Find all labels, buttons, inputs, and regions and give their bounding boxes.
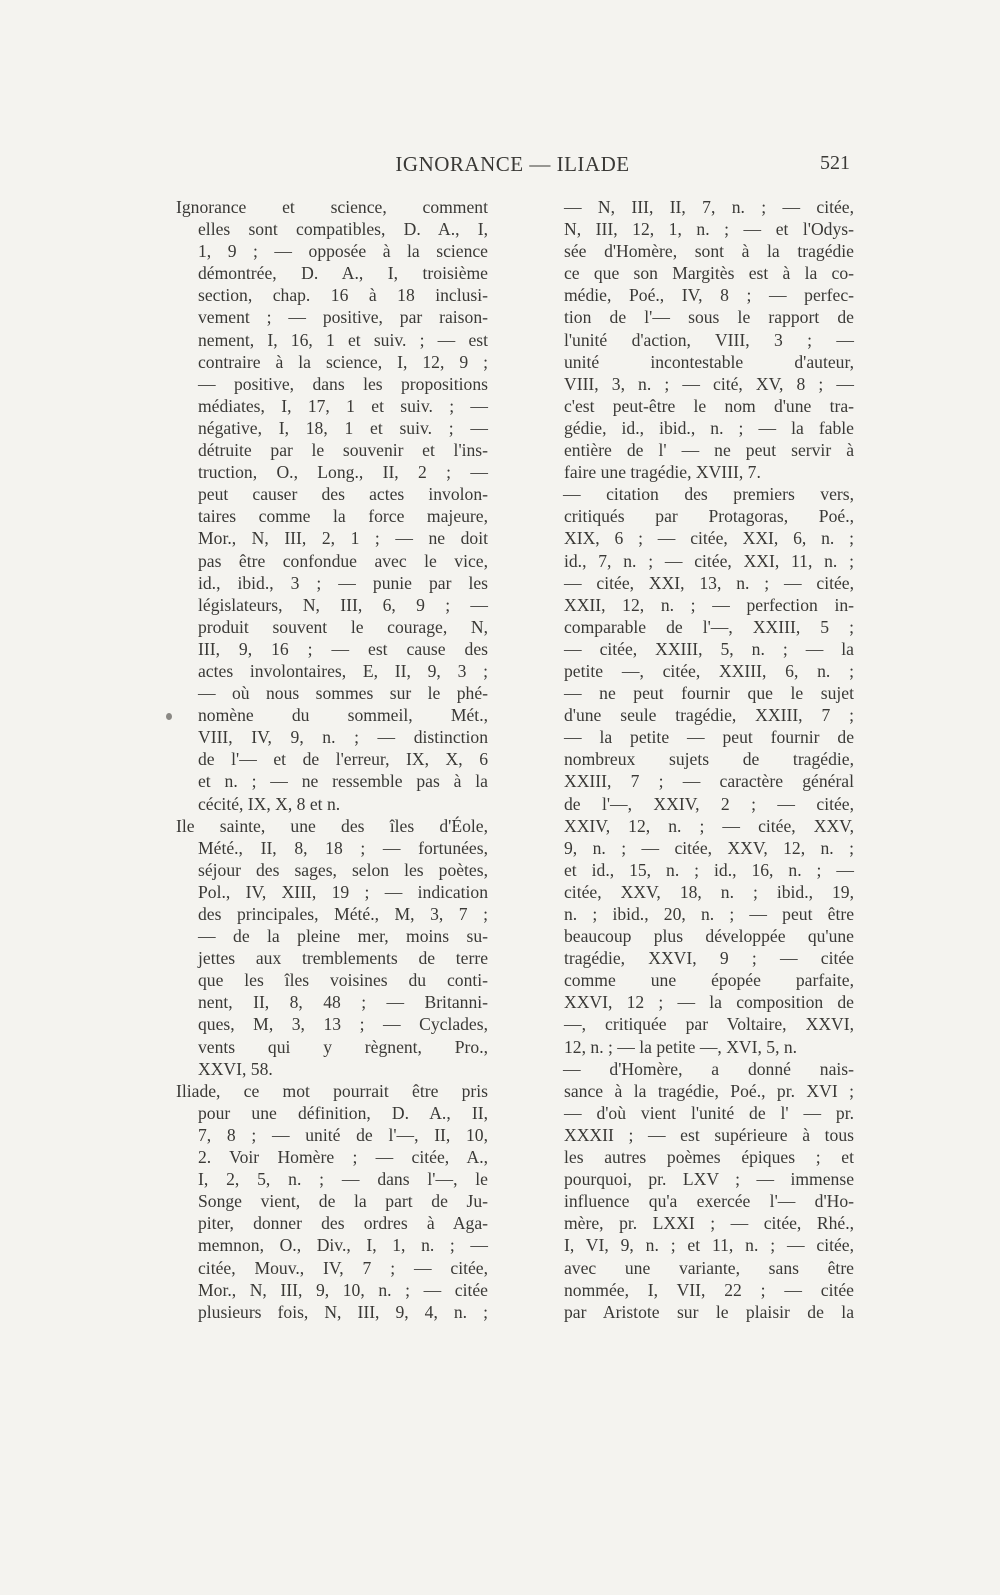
text-line: tragédie, XXVI, 9 ; — citée	[564, 948, 854, 969]
text-line: pourquoi, pr. LXV ; — immense	[564, 1169, 854, 1190]
text-line: influence qu'a exercée l'— d'Ho-	[564, 1191, 854, 1212]
text-line: l'unité d'action, VIII, 3 ; —	[564, 329, 854, 350]
text-line: 7, 8 ; — unité de l'—, II, 10,	[198, 1124, 488, 1145]
text-line: comme une épopée parfaite,	[564, 970, 854, 991]
text-line: Iliade, ce mot pourrait être pris	[176, 1080, 488, 1101]
running-title: IGNORANCE — ILIADE	[395, 152, 630, 176]
text-line: XIX, 6 ; — citée, XXI, 6, n. ;	[564, 528, 854, 549]
margin-mark	[166, 713, 172, 720]
text-line: 1, 9 ; — opposée à la science	[198, 241, 488, 262]
text-line: elles sont compatibles, D. A., I,	[198, 219, 488, 240]
text-line: XXVI, 58.	[198, 1058, 273, 1079]
text-line: produit souvent le courage, N,	[198, 616, 488, 637]
text-line: citée, Mouv., IV, 7 ; — citée,	[198, 1257, 488, 1278]
text-line: unité incontestable d'auteur,	[564, 351, 854, 372]
text-line: beaucoup plus développée qu'une	[564, 926, 854, 947]
text-line: les autres poèmes épiques ; et	[564, 1147, 854, 1168]
text-line: par Aristote sur le plaisir de la	[564, 1301, 854, 1322]
text-line: législateurs, N, III, 6, 9 ; —	[198, 594, 488, 615]
text-line: nombreux sujets de tragédie,	[564, 749, 854, 770]
text-line: N, III, 12, 1, n. ; — et l'Odys-	[564, 219, 854, 240]
text-line: séjour des sages, selon les poètes,	[198, 859, 488, 880]
text-line: tion de l'— sous le rapport de	[564, 307, 854, 328]
text-line: ce que son Margitès est à la co-	[564, 263, 854, 284]
text-line: taires comme la force majeure,	[198, 506, 488, 527]
text-line: de l'— et de l'erreur, IX, X, 6	[198, 749, 488, 770]
right-column	[542, 196, 854, 1323]
text-line: Mor., N, III, 9, 10, n. ; — citée	[198, 1279, 488, 1300]
page-number: 521	[820, 152, 850, 174]
text-line: faire une tragédie, XVIII, 7.	[564, 462, 761, 483]
text-line: piter, donner des ordres à Aga-	[198, 1213, 488, 1234]
text-line: sée d'Homère, sont à la tragédie	[564, 241, 854, 262]
text-line: Songe vient, de la part de Ju-	[198, 1191, 488, 1212]
text-line: XXIII, 7 ; — caractère général	[564, 771, 854, 792]
text-line: comparable de l'—, XXIII, 5 ;	[564, 616, 854, 637]
text-line: contraire à la science, I, 12, 9 ;	[198, 351, 488, 372]
text-line: — N, III, II, 7, n. ; — citée,	[564, 197, 854, 217]
text-line: gédie, id., ibid., n. ; — la fable	[564, 417, 854, 438]
text-line: memnon, O., Div., I, 1, n. ; —	[198, 1235, 488, 1256]
text-line: sance à la tragédie, Poé., pr. XVI ;	[564, 1080, 854, 1101]
text-line: III, 9, 16 ; — est cause des	[198, 638, 488, 659]
text-line: 2. Voir Homère ; — citée, A.,	[198, 1147, 488, 1168]
text-line: actes involontaires, E, II, 9, 3 ;	[198, 660, 488, 681]
text-line: vement ; — positive, par raison-	[198, 307, 488, 328]
text-line: n. ; ibid., 20, n. ; — peut être	[564, 904, 854, 924]
text-line: citée, XXV, 18, n. ; ibid., 19,	[564, 881, 854, 902]
running-header	[175, 148, 850, 182]
text-line: — ne peut fournir que le sujet	[564, 683, 854, 704]
text-line: Pol., IV, XIII, 19 ; — indication	[198, 881, 488, 902]
text-line: d'une seule tragédie, XXIII, 7 ;	[564, 705, 854, 726]
text-line: — citée, XXIII, 5, n. ; — la	[564, 638, 854, 659]
text-line: VIII, IV, 9, n. ; — distinction	[198, 727, 488, 748]
text-line: que les îles voisines du conti-	[198, 970, 488, 991]
text-line: section, chap. 16 à 18 inclusi-	[198, 285, 488, 306]
text-line: mère, pr. LXXI ; — citée, Rhé.,	[564, 1213, 854, 1234]
text-line: détruite par le souvenir et l'ins-	[198, 440, 488, 461]
text-line: peut causer des actes involon-	[198, 484, 488, 505]
text-line: id., ibid., 3 ; — punie par les	[198, 572, 488, 593]
text-line: c'est peut-être le nom d'une tra-	[564, 395, 854, 416]
text-line: 9, n. ; — citée, XXV, 12, n. ;	[564, 837, 854, 858]
text-line: entière de l' — ne peut servir à	[564, 440, 854, 461]
text-line: — d'Homère, a donné nais-	[563, 1058, 854, 1079]
text-line: de l'—, XXIV, 2 ; — citée,	[564, 793, 854, 814]
text-line: Mété., II, 8, 18 ; — fortunées,	[198, 837, 488, 858]
text-line: et n. ; — ne ressemble pas à la	[198, 771, 488, 792]
text-line: nommée, I, VII, 22 ; — citée	[564, 1279, 854, 1300]
text-line: id., 7, n. ; — citée, XXI, 11, n. ;	[564, 550, 854, 571]
text-line: nent, II, 8, 48 ; — Britanni-	[198, 992, 488, 1013]
text-line: médiates, I, 17, 1 et suiv. ; —	[198, 395, 488, 416]
text-line: nomène du sommeil, Mét.,	[198, 705, 488, 726]
text-line: XXIV, 12, n. ; — citée, XXV,	[564, 815, 854, 836]
text-line: et id., 15, n. ; id., 16, n. ; —	[564, 859, 854, 880]
text-line: XXXII ; — est supérieure à tous	[564, 1124, 854, 1145]
text-line: Ignorance et science, comment	[176, 197, 488, 217]
text-line: — positive, dans les propositions	[198, 373, 488, 394]
text-line: Ile sainte, une des îles d'Éole,	[176, 815, 488, 836]
text-line: I, VI, 9, n. ; et 11, n. ; — citée,	[564, 1235, 854, 1256]
text-line: nement, I, 16, 1 et suiv. ; — est	[198, 329, 488, 350]
text-line: médie, Poé., IV, 8 ; — perfec-	[564, 285, 854, 306]
left-column	[176, 196, 488, 1323]
text-line: avec une variante, sans être	[564, 1257, 854, 1278]
text-line: — où nous sommes sur le phé-	[198, 683, 488, 704]
text-line: — d'où vient l'unité de l' — pr.	[564, 1102, 854, 1123]
text-line: négative, I, 18, 1 et suiv. ; —	[198, 417, 488, 438]
text-line: I, 2, 5, n. ; — dans l'—, le	[198, 1169, 488, 1190]
text-line: jettes aux tremblements de terre	[198, 948, 488, 969]
text-line: pour une définition, D. A., II,	[198, 1102, 488, 1123]
text-line: plusieurs fois, N, III, 9, 4, n. ;	[198, 1301, 488, 1322]
text-line: vents qui y règnent, Pro.,	[198, 1036, 488, 1057]
text-line: — citation des premiers vers,	[563, 484, 854, 505]
text-line: cécité, IX, X, 8 et n.	[198, 793, 341, 814]
text-line: truction, O., Long., II, 2 ; —	[198, 462, 488, 483]
text-line: — citée, XXI, 13, n. ; — citée,	[564, 572, 854, 593]
text-line: — la petite — peut fournir de	[564, 727, 854, 748]
text-line: ques, M, 3, 13 ; — Cyclades,	[198, 1014, 488, 1035]
text-line: des principales, Mété., M, 3, 7 ;	[198, 904, 488, 924]
text-line: critiqués par Protagoras, Poé.,	[564, 506, 854, 527]
text-line: VIII, 3, n. ; — cité, XV, 8 ; —	[564, 373, 854, 394]
text-line: — de la pleine mer, moins su-	[198, 926, 488, 947]
text-line: petite —, citée, XXIII, 6, n. ;	[564, 660, 854, 681]
text-line: Mor., N, III, 2, 1 ; — ne doit	[198, 528, 488, 549]
text-line: 12, n. ; — la petite —, XVI, 5, n.	[564, 1036, 798, 1057]
text-line: XXII, 12, n. ; — perfection in-	[564, 594, 854, 615]
text-line: pas être confondue avec le vice,	[198, 550, 488, 571]
text-line: démontrée, D. A., I, troisième	[198, 263, 488, 284]
text-line: XXVI, 12 ; — la composition de	[564, 992, 854, 1013]
text-line: —, critiquée par Voltaire, XXVI,	[564, 1014, 854, 1035]
